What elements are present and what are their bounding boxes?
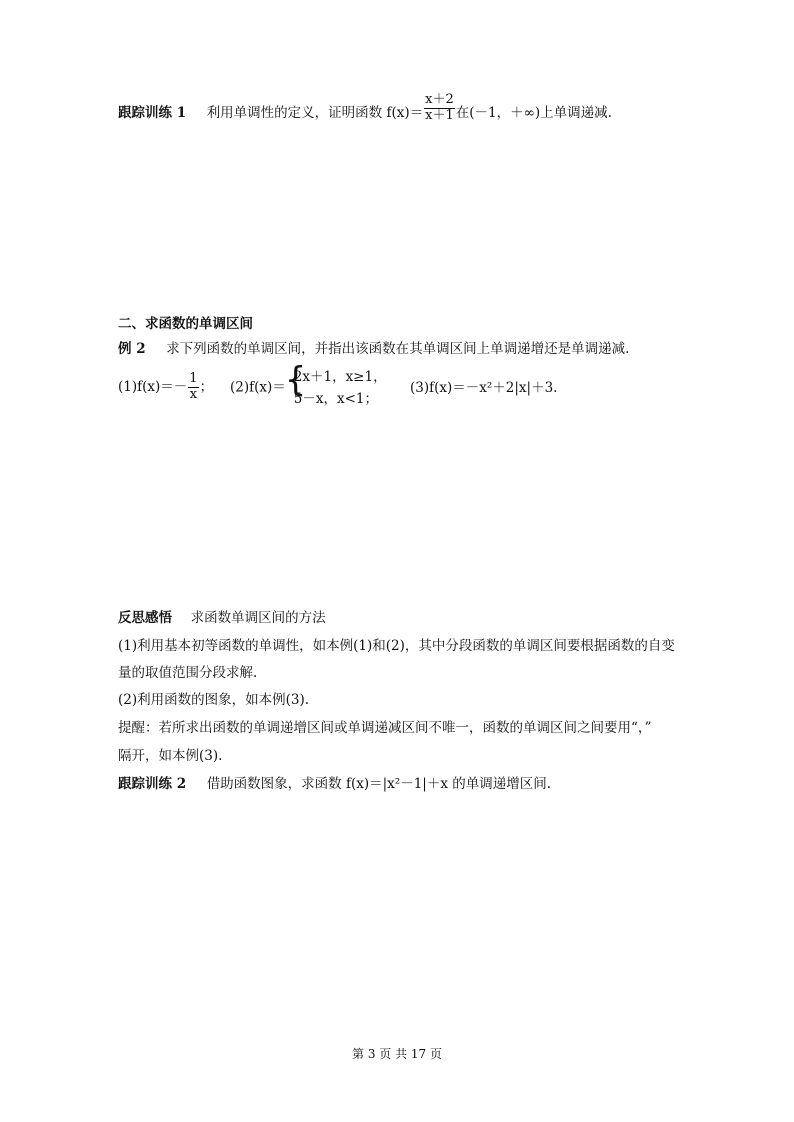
- reflection-line-4: 提醒：若所求出函数的单调递增区间或单调递减区间不唯一，函数的单调区间之间要用“，”: [118, 720, 652, 736]
- track-exercise-1-text-a: 利用单调性的定义，证明函数 f(x)＝: [206, 104, 424, 121]
- fraction: [424, 93, 455, 124]
- part-1: [118, 372, 213, 403]
- example-2-label: 例 2: [118, 341, 146, 357]
- piece-line-2: 5－x，x<1；: [293, 391, 378, 407]
- reflection-title: 求函数单调区间的方法: [190, 610, 326, 626]
- part-1-denominator: x: [189, 386, 198, 402]
- track-exercise-2: [118, 778, 551, 792]
- track-exercise-1: [118, 92, 612, 124]
- track-exercise-2-label: 跟踪训练 2: [118, 776, 187, 792]
- reflection-label: 反思感悟: [118, 610, 172, 626]
- part-1-suffix: ；: [199, 378, 214, 395]
- reflection-heading: [118, 612, 326, 626]
- piece-line-1: 2x＋1，x≥1，: [293, 369, 387, 385]
- track-exercise-2-text: 借助函数图象，求函数 f(x)＝|x²－1|＋x 的单调递增区间.: [206, 776, 552, 792]
- example-2-text: 求下列函数的单调区间，并指出该函数在其单调区间上单调递增还是单调递减.: [166, 341, 630, 357]
- fraction-denominator: x＋1: [425, 107, 454, 123]
- part-3: (3)f(x)＝－x²＋2|x|＋3.: [410, 380, 558, 396]
- reflection-line-2: 量的取值范围分段求解.: [118, 665, 258, 681]
- track-exercise-1-label: 跟踪训练 1: [118, 104, 187, 121]
- page-footer: 第 3 页 共 17 页: [352, 1047, 442, 1061]
- part-2-prefix: (2)f(x)＝: [230, 379, 286, 396]
- section-heading: 二、求函数的单调区间: [118, 316, 253, 332]
- reflection-line-3: (2)利用函数的图象，如本例(3).: [118, 692, 310, 708]
- reflection-line-1: (1)利用基本初等函数的单调性，如本例(1)和(2)，其中分段函数的单调区间要根据函数的自变: [118, 638, 675, 654]
- brace-icon: {: [284, 360, 307, 400]
- part-1-prefix: (1)f(x)＝－: [118, 378, 188, 395]
- example-2: [118, 343, 629, 357]
- reflection-line-5: 隔开，如本例(3).: [118, 748, 223, 764]
- part-1-numerator: 1: [189, 371, 198, 386]
- fraction-numerator: x＋2: [425, 92, 454, 107]
- part-2: [230, 360, 387, 410]
- piecewise-function: [284, 360, 387, 410]
- part-1-fraction: [188, 372, 198, 403]
- track-exercise-1-text-b: 在(－1，＋∞)上单调递减.: [455, 104, 612, 121]
